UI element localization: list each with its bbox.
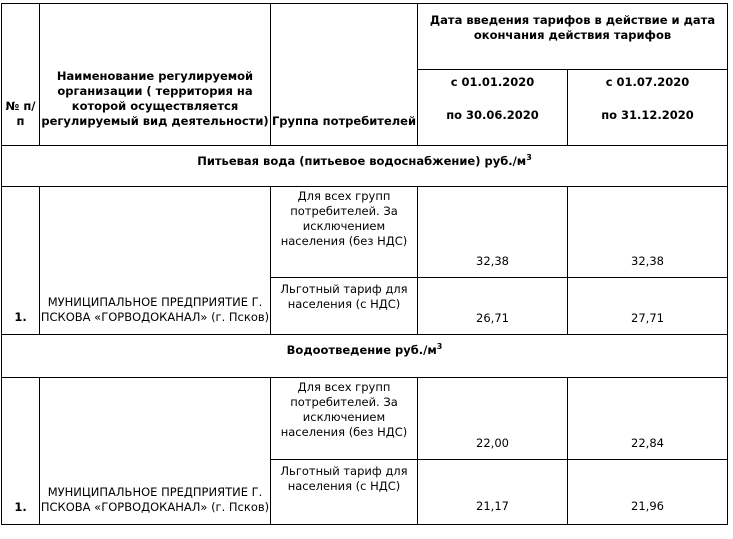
section-title <box>2 146 728 187</box>
consumer-group: Льготный тариф для населения (с НДС) <box>271 278 418 335</box>
tariff-value-period-2: 22,84 <box>568 378 728 460</box>
section-title <box>2 335 728 378</box>
org-name: МУНИЦИПАЛЬНОЕ ПРЕДПРИЯТИЕ Г. ПСКОВА «ГОРВОДОКАНАЛ» (г. Псков) <box>40 378 271 525</box>
tariff-value-period-1: 22,00 <box>418 378 568 460</box>
period-2-from: с 01.07.2020 <box>605 75 690 89</box>
tariff-table <box>1 3 728 525</box>
tariff-value-period-2: 21,96 <box>568 460 728 525</box>
tariff-value-period-1: 21,17 <box>418 460 568 525</box>
row-number: 1. <box>2 378 40 525</box>
tariff-value-period-1: 26,71 <box>418 278 568 335</box>
consumer-group: Для всех групп потребителей. За исключением населения (без НДС) <box>271 187 418 278</box>
tariff-value-period-2: 32,38 <box>568 187 728 278</box>
tariff-value-period-2: 27,71 <box>568 278 728 335</box>
header-org: Наименование регулируемой организации ( территория на которой осуществляется регулируемый вид деятельности) <box>40 4 271 146</box>
consumer-group: Для всех групп потребителей. За исключением населения (без НДС) <box>271 378 418 460</box>
header-period-2 <box>568 70 728 146</box>
period-2-to: по 31.12.2020 <box>601 108 694 122</box>
section-title-text: Питьевая вода (питьевое водоснабжение) руб./м <box>197 154 527 168</box>
org-name: МУНИЦИПАЛЬНОЕ ПРЕДПРИЯТИЕ Г. ПСКОВА «ГОРВОДОКАНАЛ» (г. Псков) <box>40 187 271 335</box>
period-1-to: по 30.06.2020 <box>446 108 539 122</box>
header-group: Группа потребителей <box>271 4 418 146</box>
unit-exponent: 3 <box>436 342 443 352</box>
header-period-1 <box>418 70 568 146</box>
unit-exponent: 3 <box>526 153 532 163</box>
row-number: 1. <box>2 187 40 335</box>
section-title-text: Водоотведение руб./м <box>286 343 437 357</box>
tariff-value-period-1: 32,38 <box>418 187 568 278</box>
consumer-group: Льготный тариф для населения (с НДС) <box>271 460 418 525</box>
header-dates-title: Дата введения тарифов в действие и дата окончания действия тарифов <box>418 4 728 70</box>
period-1-from: с 01.01.2020 <box>450 75 535 89</box>
header-num: № п/п <box>2 4 40 146</box>
